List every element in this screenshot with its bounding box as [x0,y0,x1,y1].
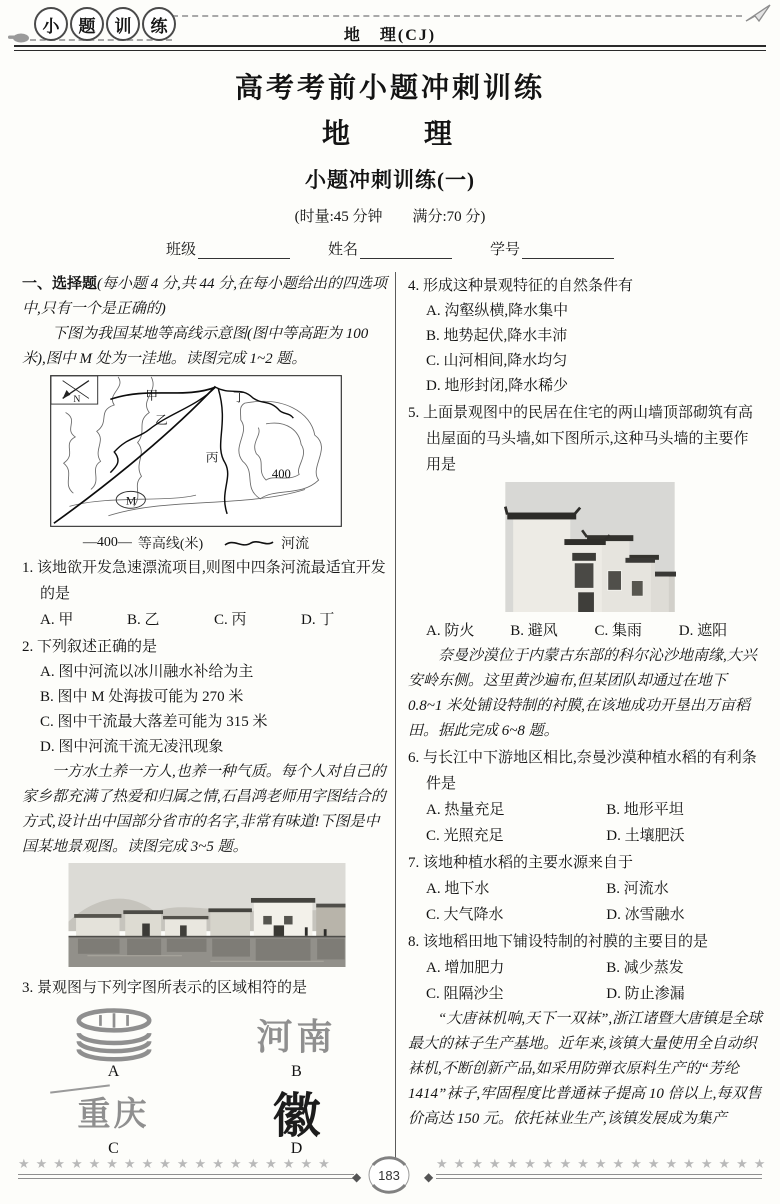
footer-line-left [18,1174,354,1179]
intro-paragraph-2: 一方水土养一方人,也养一种气质。每个人对自己的家乡都充满了热爱和归属之情,石昌鸿老师用字图结合的方式,设计出中国部分省市的名字,非常有味道!下图是中国某地景观图。读图完成 3~5 题。 [22,764,386,855]
option-2c: C. 图中干流最大落差可能为 315 米 [40,714,268,730]
figure-d [205,1082,388,1157]
map-label-m: M [125,495,137,508]
option-8c: C. 阻隔沙尘 [426,986,504,1002]
header-dashed-line [172,15,742,17]
option-4b: B. 地势起伏,降水丰沛 [426,328,568,344]
option-1a: A. 甲 [40,612,74,628]
map-label-yi: 乙 [155,412,168,427]
river-symbol-icon [223,537,275,549]
option-1d: D. 丁 [301,612,335,628]
option-7b: B. 河流水 [606,881,669,897]
horsehead-wall-photo [504,482,763,617]
question-8-stem: 8. 该地稻田地下铺设特制的衬膜的主要目的是 [408,934,709,950]
option-6c: C. 光照充足 [426,828,504,844]
option-2a: A. 图中河流以冰川融水补给为主 [40,664,254,680]
section-heading-title: 一、选择题 [22,276,98,292]
legend-contour-label: 等高线(米) [137,537,204,552]
option-1c: C. 丙 [214,612,247,628]
option-8b: B. 减少蒸发 [606,960,684,976]
question-6-stem: 6. 与长江中下游地区相比,奈曼沙漠种植水稻的有利条件是 [408,750,757,792]
class-blank [198,241,290,259]
option-1b: B. 乙 [127,612,160,628]
option-2b: B. 图中 M 处海拔可能为 270 米 [40,689,244,705]
figure-c-glyph: 重庆 [77,1096,150,1133]
question-4-stem: 4. 形成这种景观特征的自然条件有 [408,278,634,294]
id-blank [522,241,614,259]
matouqiang-photo [504,482,676,612]
province-figures [22,1005,388,1159]
question-5-stem: 5. 上面景观图中的民居在住宅的两山墙顶部砌筑有高出屋面的马头墙,如下图所示,这种马头墙的主要作用是 [408,405,754,473]
class-field [166,238,290,259]
henan-glyph-icon [205,1005,388,1063]
name-field [328,238,452,259]
landscape-photo [62,863,388,972]
class-label: 班级 [165,242,196,258]
question-7-stem: 7. 该地种植水稻的主要水源来自于 [408,855,634,871]
option-5b: B. 避风 [510,623,558,639]
question-5-options [408,619,763,644]
contour-map [50,375,342,527]
question-3-stem: 3. 景观图与下列字图所表示的区域相符的是 [22,980,308,996]
stars-row-left: ★★★★★★★★★★★★★★★★★★ [18,1156,336,1171]
legend-river-label: 河流 [281,537,310,552]
option-7c: C. 大气降水 [426,907,504,923]
header-rule [14,45,766,51]
option-4a: A. 沟壑纵横,降水集中 [426,303,569,319]
section-heading [22,272,388,322]
option-2d: D. 图中河流干流无凌汛现象 [40,739,224,755]
student-info-row [0,238,780,259]
name-label: 姓名 [327,242,358,258]
question-8-options [408,955,763,1007]
chongqing-glyph-icon [22,1082,205,1140]
header-subject: 地 理(CJ) [343,27,437,44]
question-1-stem: 1. 该地欲开发急速漂流项目,则图中四条河流最适宜开发的是 [22,560,386,602]
legend-contour-symbol: —400— [82,535,132,550]
option-4d: D. 地形封闭,降水稀少 [426,378,569,394]
footer-line-right [436,1174,762,1179]
content-columns [22,272,768,1159]
question-2-options [22,660,388,760]
option-6b: B. 地形平坦 [606,802,684,818]
page-number: 183 [378,1168,400,1183]
logo-char: 训 [106,7,140,41]
figure-a-label: A [107,1063,120,1080]
diamond-icon: ◆ [352,1170,362,1184]
section-heading-note: (每小题 4 分,共 44 分,在每小题给出的四选项中,只有一个是正确的) [22,276,388,317]
map-label-bing: 丙 [205,450,219,465]
north-label: N [73,394,81,406]
map-contour-value: 400 [271,467,291,482]
logo-char: 小 [34,7,68,41]
figure-d-label: D [290,1140,303,1157]
id-label: 学号 [490,242,521,258]
section-title: 小题冲刺训练(一) [305,168,475,192]
subject-title: 地 理 [321,119,458,150]
map-label-jia: 甲 [145,388,159,403]
option-6a: A. 热量充足 [426,802,505,818]
option-4c: C. 山河相间,降水均匀 [426,353,568,369]
id-field [490,238,614,259]
option-5d: D. 遮阳 [678,623,728,639]
option-8d: D. 防止渗漏 [606,986,685,1002]
north-arrow [51,376,98,405]
right-column [395,272,763,1159]
question-7-options [408,876,763,928]
figure-c [22,1082,205,1157]
figure-c-label: C [108,1140,119,1157]
option-5a: A. 防火 [426,623,475,639]
intro-paragraph-1: 下图为我国某地等高线示意图(图中等高距为 100 米),图中 M 处为一洼地。读图完成 1~2 题。 [22,326,369,367]
page-number-badge [366,1154,412,1196]
left-column [22,272,395,1159]
option-7a: A. 地下水 [426,881,490,897]
logo-char: 练 [142,7,176,41]
datang-paragraph: “大唐袜机响,天下一双袜”,浙江诸暨大唐镇是全球最大的袜子生产基地。近年来,该镇大量使用全自动织袜机,不断创新产品,如采用防弹衣原料生产的“芳纶1414”袜子,牢固程度比普通袜子提高 10 倍以上,每双售价高达 150 元。依托袜业生产,该镇发展成为集产 [408,1011,763,1127]
time-score-meta: (时量:45 分钟 满分:70 分) [294,209,486,225]
option-5c: C. 集雨 [594,623,643,639]
fujian-tulou-icon [22,1005,205,1063]
option-8a: A. 增加肥力 [426,960,505,976]
map-legend [50,533,342,553]
figure-b-label: B [291,1063,302,1080]
figure-d-glyph: 徽 [272,1089,321,1143]
page-title: 高考考前小题冲刺训练 [234,73,545,104]
question-6-options [408,797,763,849]
figure-b [205,1005,388,1080]
question-1-options [22,608,388,633]
option-6d: D. 土壤肥沃 [606,828,685,844]
stars-row-right: ★★★★★★★★★★★★★★★★★★★ [436,1156,772,1171]
question-2-stem: 2. 下列叙述正确的是 [22,639,158,655]
contour-map-figure [50,375,342,553]
name-blank [360,241,452,259]
option-7d: D. 冰雪融水 [606,907,685,923]
naiman-paragraph: 奈曼沙漠位于内蒙古东部的科尔沁沙地南缘,大兴安岭东侧。这里黄沙遍布,但某团队却通过在地下 0.8~1 米处铺设特制的衬膜,在该地成功开垦出万亩稻田。据此完成 6~8 题。 [408,648,757,739]
map-label-ding: 丁 [232,390,246,405]
diamond-icon: ◆ [424,1170,434,1184]
anhui-glyph-icon [205,1082,388,1143]
page-footer [0,1154,780,1200]
footer-right-decoration [436,1156,771,1179]
question-4-options [408,299,763,399]
figure-b-glyph: 河南 [256,1016,337,1057]
footer-left-decoration [18,1156,354,1179]
paper-plane-icon [744,3,772,23]
figure-a [22,1005,205,1080]
logo-char: 题 [70,7,104,41]
village-photo [62,863,352,967]
